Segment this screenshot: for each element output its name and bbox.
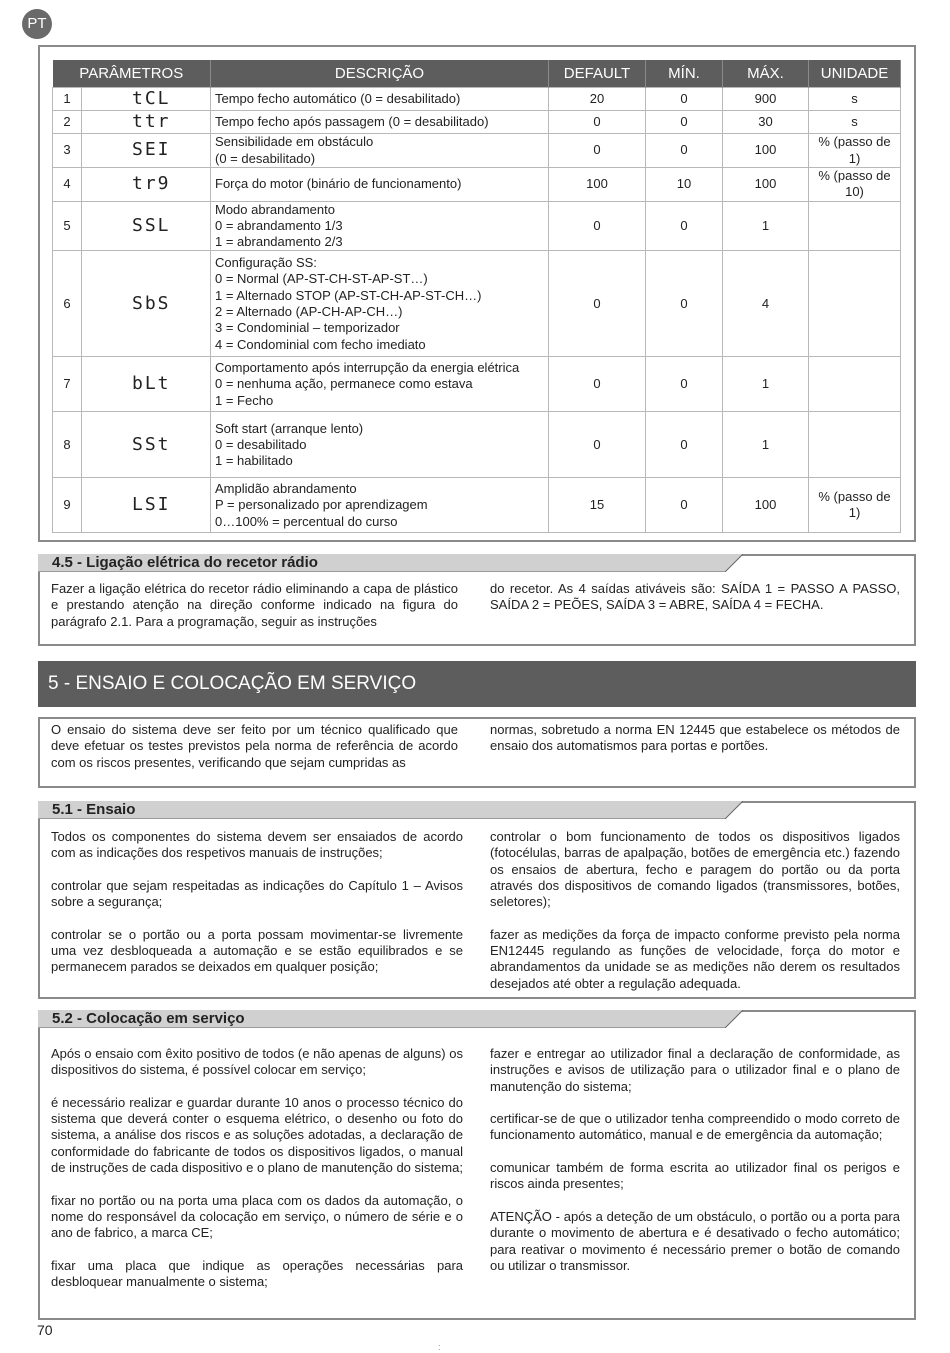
cell-parameter-code: SbS xyxy=(82,251,211,357)
cell-number: 8 xyxy=(53,412,82,478)
table-row xyxy=(53,357,901,412)
cell-max: 4 xyxy=(723,251,809,357)
cell-description xyxy=(211,357,549,412)
description-line: 2 = Alternado (AP-CH-AP-CH…) xyxy=(215,303,403,319)
section-4-5-left-text: Fazer a ligação elétrica do recetor rádio eliminando a capa de plástico e prestando atenção na direção conforme indicado na figura do parágrafo 2.1. Para a programação, seguir as instruções xyxy=(51,581,458,629)
description-line: 0…100% = percentual do curso xyxy=(215,513,398,529)
language-badge: PT xyxy=(22,9,52,39)
section-5-1-title-bar xyxy=(38,801,743,819)
cell-number: 3 xyxy=(53,134,82,168)
section-5-2-title: 5.2 - Colocação em serviço xyxy=(52,1010,245,1027)
table-row xyxy=(53,478,901,533)
paragraph: controlar que sejam respeitadas as indicações do Capítulo 1 – Avisos sobre a segurança; xyxy=(51,877,463,910)
cell-parameter-code: bLt xyxy=(82,357,211,412)
cell-parameter-code: SSt xyxy=(82,412,211,478)
description-line: 0 = Normal (AP-ST-CH-ST-AP-ST…) xyxy=(215,271,428,287)
cell-parameter-code: ttr xyxy=(82,111,211,134)
cell-description xyxy=(211,134,549,168)
cell-unit: % (passo de 1) xyxy=(809,134,901,168)
cell-min: 0 xyxy=(646,134,723,168)
table-row xyxy=(53,201,901,251)
cell-max: 1 xyxy=(723,357,809,412)
cell-max: 100 xyxy=(723,134,809,168)
cell-description xyxy=(211,251,549,357)
description-line: 1 = habilitado xyxy=(215,453,293,469)
chapter-5-header: 5 - ENSAIO E COLOCAÇÃO EM SERVIÇO xyxy=(38,661,916,707)
paragraph: certificar-se de que o utilizador tenha compreendido o modo correto de funcionamento automático, manual e de emergência da automação; xyxy=(490,1111,900,1143)
table-row xyxy=(53,251,901,357)
cell-min: 0 xyxy=(646,412,723,478)
description-line: 0 = nenhuma ação, permanece como estava xyxy=(215,376,473,392)
description-line: 3 = Condominial – temporizador xyxy=(215,320,400,336)
header-max: MÁX. xyxy=(723,60,809,88)
cell-max: 1 xyxy=(723,201,809,251)
cell-min: 0 xyxy=(646,111,723,134)
header-unidade: UNIDADE xyxy=(809,60,901,88)
cell-default: 0 xyxy=(549,201,646,251)
cell-number: 9 xyxy=(53,478,82,533)
cell-default: 0 xyxy=(549,412,646,478)
cell-default: 0 xyxy=(549,111,646,134)
description-line: Soft start (arranque lento) xyxy=(215,420,364,436)
cell-parameter-code: tr9 xyxy=(82,168,211,202)
section-5-2-right-column xyxy=(490,1046,900,1274)
description-line: Sensibilidade em obstáculo xyxy=(215,134,374,150)
cell-max: 30 xyxy=(723,111,809,134)
description-line: 1 = abrandamento 2/3 xyxy=(215,234,343,250)
paragraph: fazer as medições da força de impacto conforme previsto pela norma EN12445 regulando as funções de velocidade, força do motor e abrandamentos da unidade se as medições não derem os resultados desejados até obter a regulação adequada. xyxy=(490,926,900,991)
paragraph: ATENÇÃO - após a deteção de um obstáculo, o portão ou a porta para durante o movimento de abertura e é desativado o fecho automático; para reativar o movimento é necessário premer o botão de comando ou utilizar o transmissor. xyxy=(490,1208,900,1273)
description-line: 1 = Alternado STOP (AP-ST-CH-AP-ST-CH…) xyxy=(215,287,482,303)
cell-number: 2 xyxy=(53,111,82,134)
cell-unit: s xyxy=(809,88,901,111)
parameters-table xyxy=(52,60,901,533)
table-row xyxy=(53,111,901,134)
cell-parameter-code: SSL xyxy=(82,201,211,251)
description-line: Tempo fecho após passagem (0 = desabilitado) xyxy=(215,113,489,129)
cell-description xyxy=(211,88,549,111)
table-row xyxy=(53,168,901,202)
section-5-1-left-column xyxy=(51,829,463,976)
header-descricao: DESCRIÇÃO xyxy=(211,60,549,88)
table-row xyxy=(53,88,901,111)
cell-max: 900 xyxy=(723,88,809,111)
table-header-row xyxy=(53,60,901,88)
section-4-5-title: 4.5 - Ligação elétrica do recetor rádio xyxy=(52,554,318,571)
cell-min: 0 xyxy=(646,357,723,412)
cell-default: 15 xyxy=(549,478,646,533)
footer-mark: : xyxy=(438,1342,441,1352)
description-line: (0 = desabilitado) xyxy=(215,150,316,166)
cell-max: 100 xyxy=(723,478,809,533)
cell-min: 0 xyxy=(646,88,723,111)
cell-parameter-code: SEI xyxy=(82,134,211,168)
description-line: 1 = Fecho xyxy=(215,392,274,408)
paragraph: Todos os componentes do sistema devem ser ensaiados de acordo com as indicações dos respetivos manuais de instruções; xyxy=(51,829,463,861)
cell-default: 20 xyxy=(549,88,646,111)
paragraph: controlar o bom funcionamento de todos os dispositivos ligados (fotocélulas, barras de apalpação, botões de emergência etc.) fazendo os ensaios de abertura, fecho e paragem do portão ou da porta através dos dispositivos de comando ligados (transmissores, botões, seletores); xyxy=(490,829,900,910)
cell-number: 7 xyxy=(53,357,82,412)
cell-default: 0 xyxy=(549,357,646,412)
header-parametros: PARÂMETROS xyxy=(53,60,211,88)
description-line: Configuração SS: xyxy=(215,255,317,271)
cell-max: 100 xyxy=(723,168,809,202)
cell-default: 0 xyxy=(549,251,646,357)
section-5-1-right-column xyxy=(490,829,900,992)
description-line: 4 = Condominial com fecho imediato xyxy=(215,336,426,352)
cell-unit: s xyxy=(809,111,901,134)
description-line: Tempo fecho automático (0 = desabilitado) xyxy=(215,90,461,106)
section-5-1-title: 5.1 - Ensaio xyxy=(52,801,136,818)
section-4-5-title-bar xyxy=(38,554,743,572)
table-row xyxy=(53,412,901,478)
cell-number: 6 xyxy=(53,251,82,357)
paragraph: fixar uma placa que indique as operações necessárias para desbloquear manualmente o sistema; xyxy=(51,1257,463,1290)
section-5-2-left-column xyxy=(51,1046,463,1290)
description-line: Modo abrandamento xyxy=(215,201,335,217)
cell-max: 1 xyxy=(723,412,809,478)
cell-min: 0 xyxy=(646,201,723,251)
header-min: MÍN. xyxy=(646,60,723,88)
chapter-5-right-text: normas, sobretudo a norma EN 12445 que estabelece os métodos de ensaio dos automatismos para portas e portões. xyxy=(490,722,900,754)
description-line: P = personalizado por aprendizagem xyxy=(215,497,428,513)
cell-number: 5 xyxy=(53,201,82,251)
cell-unit xyxy=(809,357,901,412)
cell-min: 0 xyxy=(646,478,723,533)
cell-unit: % (passo de 10) xyxy=(809,168,901,202)
cell-description xyxy=(211,111,549,134)
cell-parameter-code: LSI xyxy=(82,478,211,533)
cell-min: 0 xyxy=(646,251,723,357)
paragraph: fazer e entregar ao utilizador final a declaração de conformidade, as instruções e avisos de utilização para o utilizador final e o plano de manutenção do sistema; xyxy=(490,1046,900,1094)
description-line: 0 = abrandamento 1/3 xyxy=(215,217,343,233)
paragraph: Após o ensaio com êxito positivo de todos (e não apenas de alguns) os dispositivos do sistema, é possível colocar em serviço; xyxy=(51,1046,463,1078)
table-row xyxy=(53,134,901,168)
description-line: Força do motor (binário de funcionamento) xyxy=(215,176,462,192)
cell-unit xyxy=(809,251,901,357)
paragraph: comunicar também de forma escrita ao utilizador final os perigos e riscos ainda presentes; xyxy=(490,1160,900,1192)
description-line: 0 = desabilitado xyxy=(215,436,307,452)
cell-description xyxy=(211,478,549,533)
cell-description xyxy=(211,168,549,202)
cell-description xyxy=(211,412,549,478)
cell-number: 1 xyxy=(53,88,82,111)
chapter-5-left-text: O ensaio do sistema deve ser feito por um técnico qualificado que deve efetuar os testes previstos pela norma de referência de acordo com os riscos presentes, verificando que sejam cumpridas as xyxy=(51,722,458,770)
description-line: Amplidão abrandamento xyxy=(215,481,357,497)
cell-default: 0 xyxy=(549,134,646,168)
header-default: DEFAULT xyxy=(549,60,646,88)
cell-unit xyxy=(809,412,901,478)
cell-unit xyxy=(809,201,901,251)
paragraph: é necessário realizar e guardar durante 10 anos o processo técnico do sistema que deverá conter o esquema elétrico, o desenho ou foto do sistema, a análise dos riscos e as soluções adotadas, a declaração de conformidade do fabricante de todos os dispositivos ligados, o manual de instruções de cada dispositivo e o plano de manutenção do sistema; xyxy=(51,1094,463,1176)
cell-number: 4 xyxy=(53,168,82,202)
description-line: Comportamento após interrupção da energia elétrica xyxy=(215,360,520,376)
cell-unit: % (passo de 1) xyxy=(809,478,901,533)
cell-description xyxy=(211,201,549,251)
cell-min: 10 xyxy=(646,168,723,202)
paragraph: controlar se o portão ou a porta possam movimentar-se livremente uma vez desbloqueada a automação e se estão equilibrados e se permanecem parados se deixados em qualquer posição; xyxy=(51,926,463,975)
page-number: 70 xyxy=(37,1322,53,1338)
cell-parameter-code: tCL xyxy=(82,88,211,111)
section-5-2-title-bar xyxy=(38,1010,743,1028)
paragraph: fixar no portão ou na porta uma placa com os dados da automação, o nome do responsável da colocação em serviço, o número de série e o ano de fabrico, a marca CE; xyxy=(51,1192,463,1241)
section-4-5-right-text: do recetor. As 4 saídas ativáveis são: SAÍDA 1 = PASSO A PASSO, SAÍDA 2 = PEÕES, SAÍDA 3 = ABRE, SAÍDA 4 = FECHA. xyxy=(490,581,900,613)
cell-default: 100 xyxy=(549,168,646,202)
